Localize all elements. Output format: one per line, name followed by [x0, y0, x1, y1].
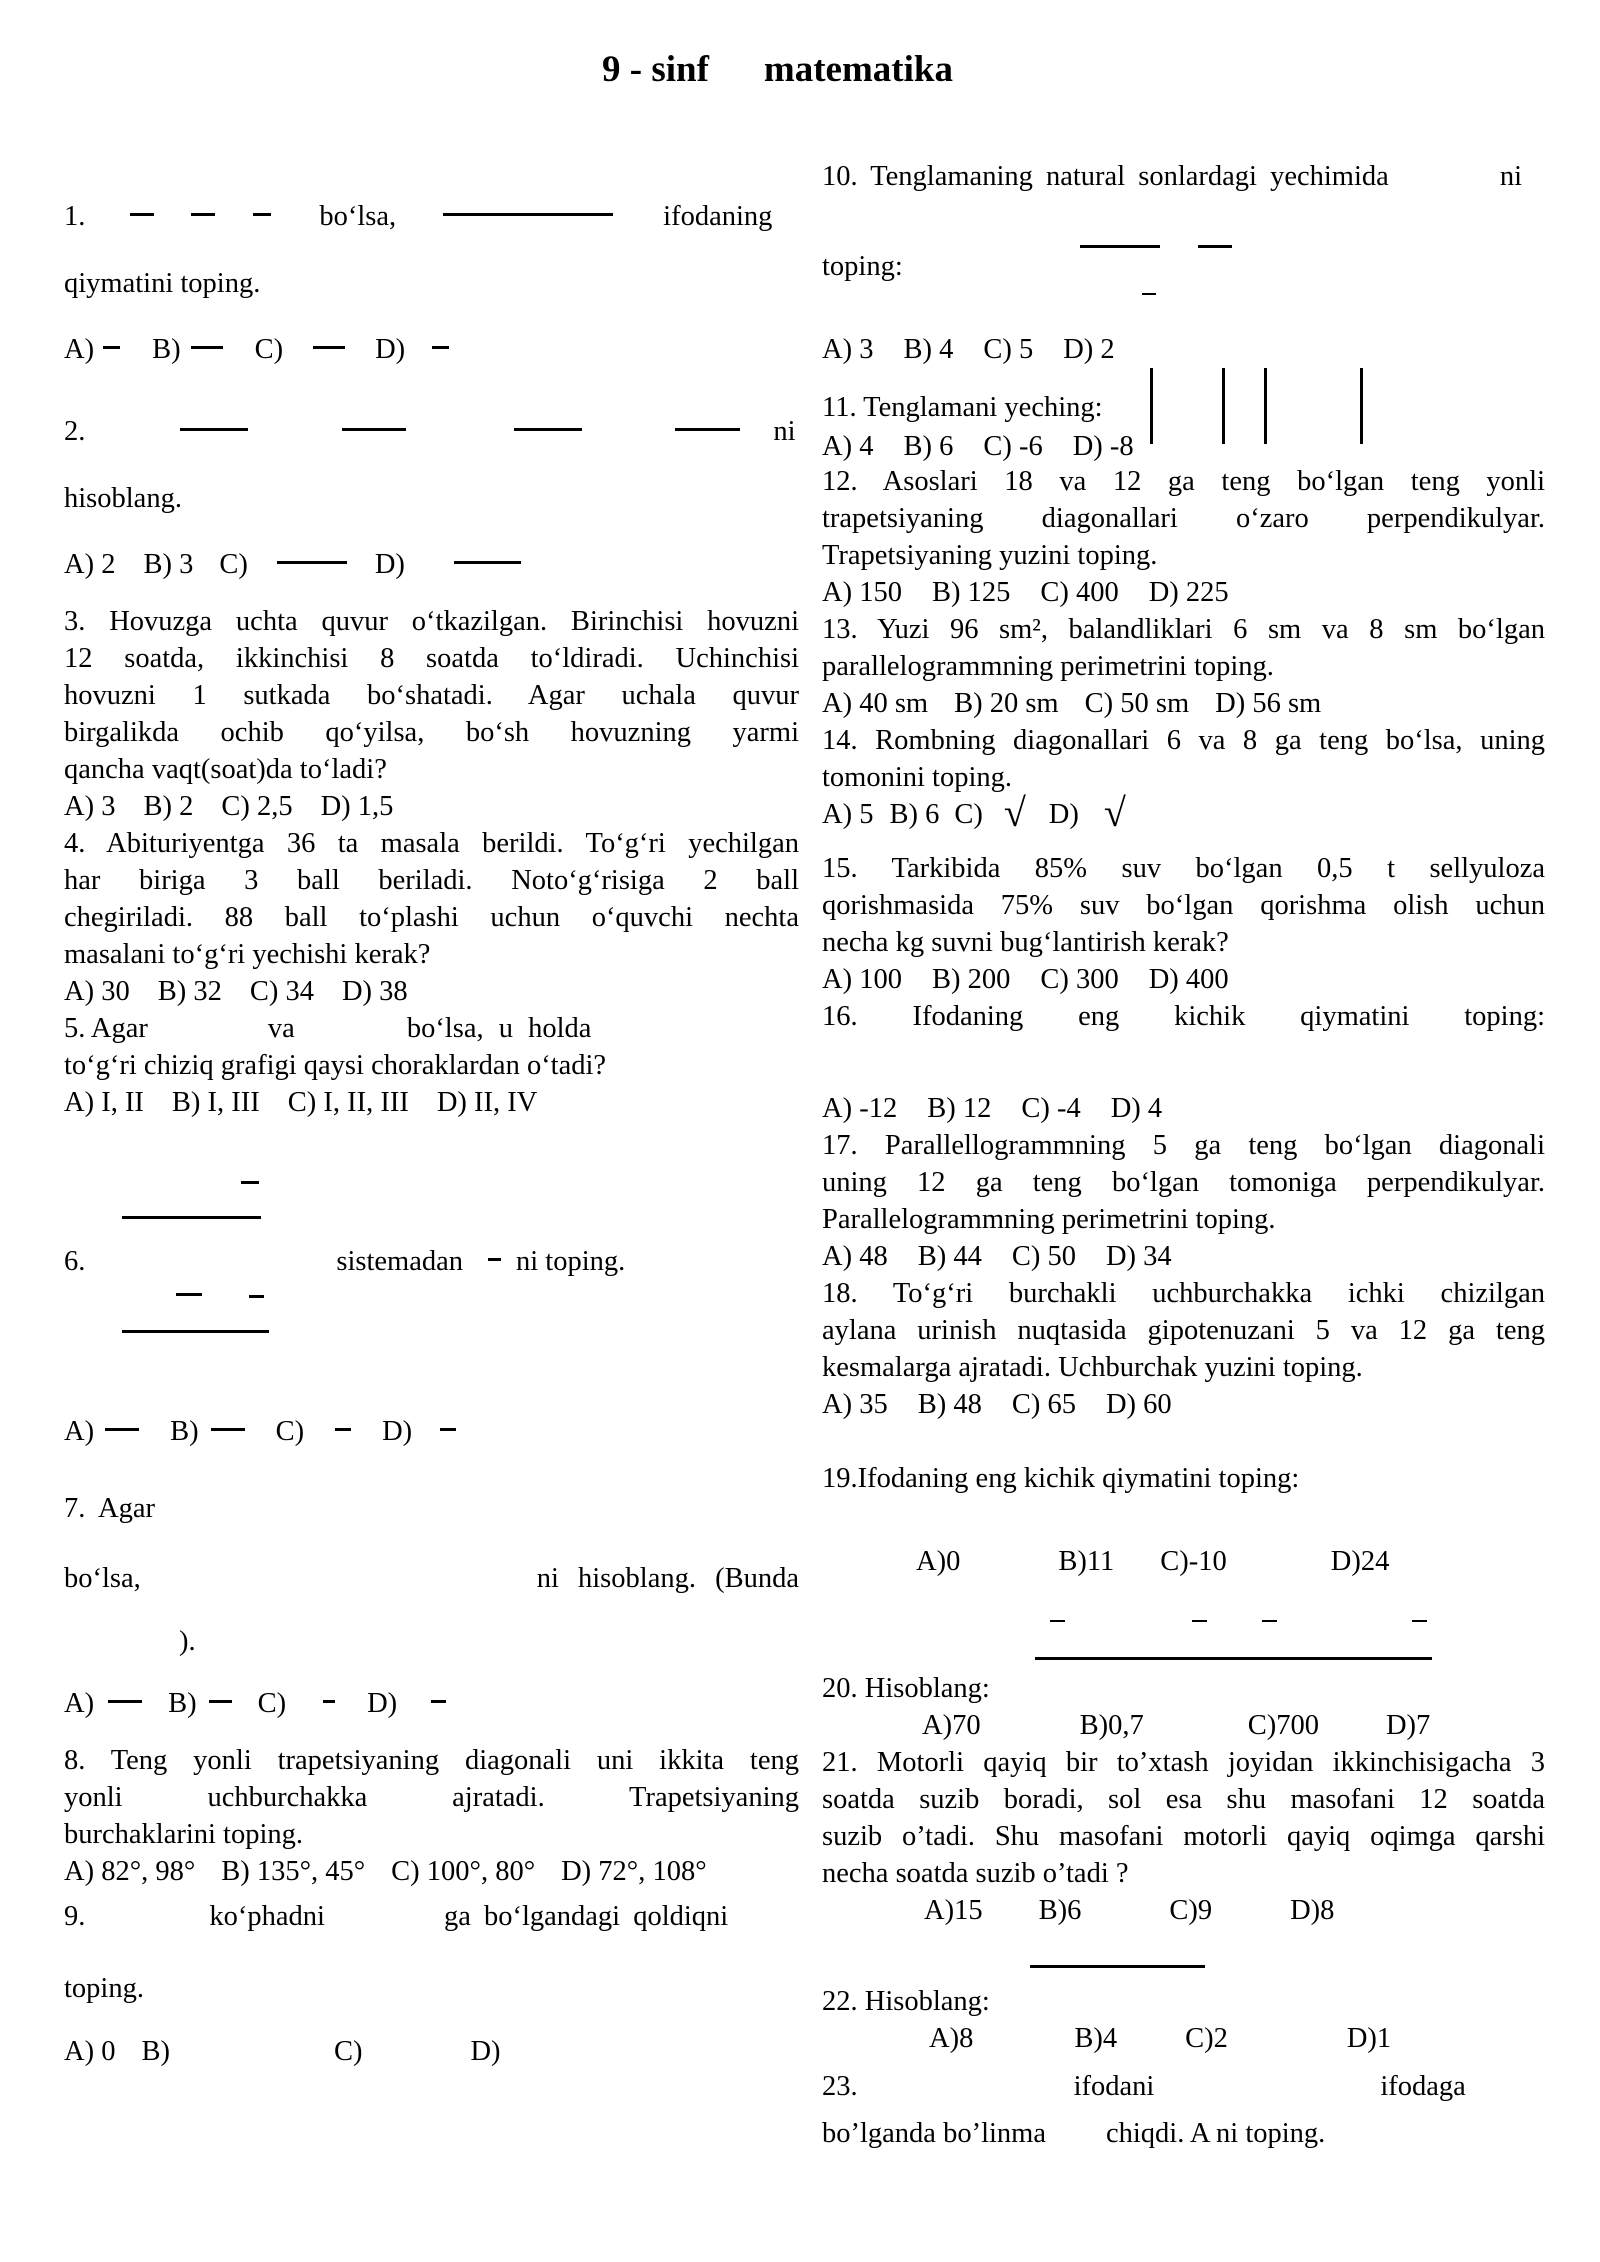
absolute-value-bar	[1150, 368, 1153, 444]
fraction-bar	[122, 1216, 261, 1219]
formula-dash	[241, 1181, 259, 1184]
option-label: C) I, II, III	[287, 1087, 409, 1118]
question-23-text: bo’lganda bo’linma	[822, 2118, 1046, 2149]
radical-icon: √	[1103, 790, 1126, 835]
option-label: D)8	[1290, 1895, 1335, 1926]
page-title	[602, 50, 953, 90]
fraction-bar	[443, 213, 613, 216]
formula-dash	[1142, 293, 1156, 295]
option-label: A)	[64, 334, 95, 365]
fraction-bar	[1030, 1965, 1205, 1968]
question-12-options	[822, 574, 1229, 611]
formula-dash	[105, 1428, 139, 1431]
question-18-options	[822, 1386, 1172, 1423]
option-label: C)	[954, 799, 983, 830]
question-9-text: toping.	[64, 1973, 144, 2004]
formula-dash	[313, 346, 345, 349]
option-label: B) 32	[157, 976, 222, 1007]
question-18-text: 18. To‘g‘ri burchakli uchburchakka ichki chizilgan aylana urinish nuqtasida gipotenuzani 5 va 12 ga teng kesmalarga ajratadi. Uchburchak yuzini toping.	[822, 1278, 1545, 1383]
fraction-bar	[342, 428, 406, 431]
question-20-text: 20. Hisoblang:	[822, 1673, 990, 1704]
option-label: D) 225	[1148, 577, 1229, 608]
option-label: D)	[1048, 799, 1079, 830]
formula-dash	[209, 1700, 232, 1703]
option-label: B) 3	[143, 549, 194, 580]
fraction-bar	[180, 428, 248, 431]
option-label: C)	[275, 1416, 305, 1447]
option-label: D) 400	[1148, 964, 1229, 995]
option-label: D) 2	[1063, 334, 1115, 365]
option-label: C) 300	[1040, 964, 1119, 995]
question-22-line	[822, 1983, 990, 2020]
option-label: D) 56 sm	[1215, 688, 1322, 719]
question-17-options	[822, 1238, 1172, 1275]
question-5-line-2	[64, 1047, 606, 1084]
question-1-options	[64, 331, 449, 368]
question-16-options	[822, 1090, 1162, 1127]
formula-dash	[488, 1258, 501, 1261]
formula-dash	[432, 346, 449, 349]
option-label: B)	[152, 334, 181, 365]
option-label: D) 1,5	[320, 791, 394, 822]
question-9-text: ko‘phadni	[209, 1901, 325, 1932]
option-label: D)	[382, 1416, 413, 1447]
question-2-text: ni	[773, 416, 796, 447]
option-label: C) 50 sm	[1084, 688, 1190, 719]
question-5-text: va	[267, 1013, 295, 1044]
option-label: A) 35	[822, 1389, 888, 1420]
option-label: D) 4	[1110, 1093, 1163, 1124]
option-label: C)	[257, 1688, 287, 1719]
fraction-bar	[1080, 245, 1160, 248]
fraction-bar	[277, 561, 347, 564]
option-label: B) 6	[889, 799, 940, 830]
question-5-text: 5. Agar	[64, 1013, 148, 1044]
question-11-line	[822, 389, 1103, 426]
question-6-text: ni toping.	[516, 1246, 626, 1277]
question-7-options	[64, 1685, 446, 1722]
formula-dash	[108, 1700, 142, 1703]
question-7-line-3	[179, 1623, 196, 1660]
option-label: C)-10	[1160, 1546, 1227, 1577]
option-label: A) 0	[64, 2036, 116, 2067]
option-label: D)	[374, 549, 405, 580]
option-label: C) -4	[1021, 1093, 1081, 1124]
option-label: A) 100	[822, 964, 902, 995]
question-6-options	[64, 1413, 456, 1450]
option-label: B)6	[1038, 1895, 1082, 1926]
question-7-text: ).	[179, 1626, 196, 1657]
radical-icon: √	[1003, 790, 1026, 835]
question-14-options	[822, 790, 1126, 835]
question-16-text: 16. Ifodaning eng kichik qiymatini toping:	[822, 1001, 1545, 1032]
option-label: A)	[64, 1688, 95, 1719]
question-1-text: ifodaning	[663, 201, 773, 232]
formula-dash	[103, 346, 120, 349]
question-23-line-1	[822, 2068, 1466, 2105]
option-label: D) 34	[1105, 1241, 1172, 1272]
option-label: D)1	[1346, 2023, 1392, 2054]
question-15-text: 15. Tarkibida 85% suv bo‘lgan 0,5 t sellyuloza qorishmasida 75% suv bo‘lgan qorishma olish uchun necha kg suvni bug‘lantirish kerak?	[822, 853, 1545, 958]
question-20-line	[822, 1670, 990, 1707]
question-22-options	[822, 2020, 1391, 2057]
option-label: B) 12	[927, 1093, 992, 1124]
question-21-options	[822, 1892, 1334, 1929]
option-label: A)15	[924, 1895, 983, 1926]
option-label: C) 34	[249, 976, 314, 1007]
formula-dash	[1192, 1620, 1207, 1622]
option-label: D)	[367, 1688, 398, 1719]
option-label: C) 5	[983, 334, 1034, 365]
question-9-line-2	[64, 1970, 144, 2007]
option-label: B)4	[1074, 2023, 1118, 2054]
formula-dash	[1050, 1620, 1065, 1622]
option-label: B) 4	[903, 334, 954, 365]
question-12-text: 12. Asoslari 18 va 12 ga teng bo‘lgan teng yonli trapetsiyaning diagonallari o‘zaro perpendikulyar. Trapetsiyaning yuzini toping.	[822, 466, 1545, 571]
option-label: D) 38	[341, 976, 408, 1007]
option-label: C)	[219, 549, 248, 580]
option-label: A)8	[929, 2023, 974, 2054]
question-3-options	[64, 788, 393, 825]
question-1-number: 1.	[64, 201, 86, 232]
question-10-options	[822, 331, 1115, 368]
question-14-text: 14. Rombning diagonallari 6 va 8 ga teng bo‘lsa, uning tomonini toping.	[822, 725, 1545, 793]
question-23-text: ifodaga	[1380, 2071, 1466, 2102]
formula-dash	[1412, 1620, 1427, 1622]
option-label: C) 50	[1011, 1241, 1076, 1272]
page-title-grade: 9 - sinf	[602, 49, 709, 90]
option-label: C) 2,5	[221, 791, 293, 822]
option-label: A) 5	[822, 799, 874, 830]
formula-dash	[323, 1700, 335, 1703]
question-9-options	[64, 2033, 501, 2070]
option-label: C) 100°, 80°	[391, 1856, 536, 1887]
question-1-text: bo‘lsa,	[319, 201, 397, 232]
option-label: B)	[168, 1688, 197, 1719]
option-label: A) 4	[822, 431, 874, 462]
option-label: C)700	[1247, 1710, 1319, 1741]
fraction-bar	[454, 561, 521, 564]
option-label: B)11	[1058, 1546, 1115, 1577]
option-label: B) 2	[143, 791, 194, 822]
option-label: B) 48	[917, 1389, 982, 1420]
option-label: B) I, III	[171, 1087, 260, 1118]
option-label: A) -12	[822, 1093, 898, 1124]
option-label: D) -8	[1072, 431, 1134, 462]
question-5-text: to‘g‘ri chiziq grafigi qaysi choraklardan o‘tadi?	[64, 1050, 607, 1081]
question-22-text: 22. Hisoblang:	[822, 1986, 990, 2017]
option-label: A) 3	[822, 334, 874, 365]
option-label: C) 400	[1040, 577, 1119, 608]
question-20-options	[822, 1707, 1430, 1744]
question-13-options	[822, 685, 1321, 722]
formula-dash	[253, 213, 271, 216]
question-19-line	[822, 1460, 1299, 1497]
option-label: A) 3	[64, 791, 116, 822]
question-3-text: 3. Hovuzga uchta quvur o‘tkazilgan. Birinchisi hovuzni 12 soatda, ikkinchisi 8 soatda to‘ldiradi. Uchinchisi hovuzni 1 sutkada bo‘shatadi. Agar uchala quvur birgalikda ochib qo‘yilsa, bo‘sh hovuzning yarmi qancha vaqt(soat)da to‘ladi?	[64, 606, 799, 785]
question-10-line-2	[822, 248, 903, 285]
fraction-bar	[122, 1330, 269, 1333]
question-6-text: sistemadan	[336, 1246, 464, 1277]
option-label: D) 72°, 108°	[561, 1856, 707, 1887]
option-label: A) 48	[822, 1241, 888, 1272]
question-4-options	[64, 973, 408, 1010]
question-9-line-1	[64, 1898, 728, 1935]
page-title-subject: matematika	[763, 49, 953, 90]
question-1-text: qiymatini toping.	[64, 268, 261, 299]
question-2-options	[64, 546, 521, 583]
option-label: A) 82°, 98°	[64, 1856, 196, 1887]
option-label: D)24	[1330, 1546, 1390, 1577]
question-23-number: 23.	[822, 2071, 858, 2102]
question-2-number: 2.	[64, 416, 86, 447]
option-label: D)	[375, 334, 406, 365]
question-11-options	[822, 428, 1134, 465]
fraction-bar	[1035, 1657, 1432, 1660]
option-label: B)0,7	[1079, 1710, 1144, 1741]
formula-dash	[440, 1428, 456, 1431]
question-7-text: bo‘lsa,	[64, 1563, 141, 1594]
question-7-line-1	[64, 1490, 155, 1527]
option-label: B)	[141, 2036, 170, 2067]
question-10-line-1	[822, 158, 1522, 195]
formula-dash	[211, 1428, 245, 1431]
option-label: A) I, II	[64, 1087, 144, 1118]
question-10-text: ni	[1499, 161, 1522, 192]
question-1-line-1	[64, 198, 772, 235]
question-7-text: 7. Agar	[64, 1493, 156, 1524]
option-label: B) 125	[931, 577, 1011, 608]
absolute-value-bar	[1264, 368, 1267, 444]
question-7-line-2	[64, 1560, 799, 1597]
option-label: D) II, IV	[436, 1087, 538, 1118]
option-label: A)70	[922, 1710, 981, 1741]
question-1-line-2	[64, 265, 260, 302]
fraction-bar	[514, 428, 582, 431]
formula-dash	[335, 1428, 351, 1431]
question-10-text: toping:	[822, 251, 903, 282]
option-label: B)	[170, 1416, 199, 1447]
option-label: D) 60	[1105, 1389, 1172, 1420]
formula-dash	[1262, 1620, 1277, 1622]
option-label: B) 44	[917, 1241, 982, 1272]
option-label: A)0	[916, 1546, 961, 1577]
formula-dash	[249, 1295, 264, 1298]
question-8-text: 8. Teng yonli trapetsiyaning diagonali uni ikkita teng yonli uchburchakka ajratadi. Trapetsiyaning burchaklarini toping.	[64, 1745, 799, 1850]
question-8-options	[64, 1853, 707, 1890]
option-label: A)	[64, 1416, 95, 1447]
question-5-options	[64, 1084, 537, 1121]
question-4-text: 4. Abituriyentga 36 ta masala berildi. To‘g‘ri yechilgan har biriga 3 ball beriladi. Noto‘g‘risiga 2 ball chegiriladi. 88 ball to‘plashi uchun o‘quvchi nechta masalani to‘g‘ri yechishi kerak?	[64, 828, 799, 970]
option-label: C)	[333, 2036, 363, 2067]
question-23-line-2	[822, 2115, 1325, 2152]
option-label: C) 65	[1011, 1389, 1076, 1420]
fraction-bar	[1198, 245, 1232, 248]
option-label: D)	[470, 2036, 501, 2067]
question-19-options	[822, 1543, 1389, 1580]
option-label: C) -6	[983, 431, 1043, 462]
question-2-line-1	[64, 413, 796, 450]
question-2-line-2	[64, 480, 182, 517]
question-17-text: 17. Parallellogrammning 5 ga teng bo‘lgan diagonali uning 12 ga teng bo‘lgan tomoniga perpendikulyar. Parallelogrammning perimetrini toping.	[822, 1130, 1545, 1235]
question-5-line-1	[64, 1010, 591, 1047]
formula-dash	[191, 346, 223, 349]
option-label: A) 40 sm	[822, 688, 929, 719]
question-2-text: hisoblang.	[64, 483, 182, 514]
option-label: C)9	[1169, 1895, 1213, 1926]
question-13-text: 13. Yuzi 96 sm², balandliklari 6 sm va 8 sm bo‘lgan parallelogrammning perimetrini toping.	[822, 614, 1545, 682]
option-label: A) 30	[64, 976, 130, 1007]
option-label: A) 150	[822, 577, 902, 608]
question-23-text: chiqdi. A ni toping.	[1105, 2118, 1326, 2149]
formula-dash	[130, 213, 154, 216]
option-label: B) 6	[903, 431, 954, 462]
question-7-text: ni hisoblang. (Bunda	[536, 1563, 799, 1594]
question-9-text: ga bo‘lgandagi qoldiqni	[443, 1901, 729, 1932]
question-11-text: 11. Tenglamani yeching:	[822, 392, 1103, 423]
fraction-bar	[675, 428, 740, 431]
question-9-number: 9.	[64, 1901, 86, 1932]
formula-dash	[176, 1293, 202, 1296]
option-label: C)	[254, 334, 284, 365]
question-19-text: 19.Ifodaning eng kichik qiymatini toping:	[822, 1463, 1300, 1494]
question-5-text: bo‘lsa, u holda	[406, 1013, 592, 1044]
option-label: B) 20 sm	[954, 688, 1059, 719]
question-15-options	[822, 961, 1229, 998]
option-label: B) 200	[931, 964, 1011, 995]
question-6-number: 6.	[64, 1246, 86, 1277]
option-label: C)2	[1185, 2023, 1228, 2054]
option-label: A) 2	[64, 549, 116, 580]
option-label: B) 135°, 45°	[221, 1856, 366, 1887]
absolute-value-bar	[1360, 368, 1363, 444]
question-6-line	[64, 1243, 625, 1280]
formula-dash	[191, 213, 215, 216]
question-21-text: 21. Motorli qayiq bir to’xtash joyidan ikkinchisigacha 3 soatda suzib boradi, sol esa shu masofani 12 soatda suzib o’tadi. Shu masofani motorli qayiq oqimga qarshi necha soatda suzib o’tadi ?	[822, 1747, 1545, 1889]
option-label: D)7	[1385, 1710, 1431, 1741]
absolute-value-bar	[1222, 368, 1225, 444]
formula-dash	[431, 1700, 446, 1703]
question-10-text: 10. Tenglamaning natural sonlardagi yechimida	[822, 161, 1389, 192]
question-23-text: ifodani	[1073, 2071, 1155, 2102]
